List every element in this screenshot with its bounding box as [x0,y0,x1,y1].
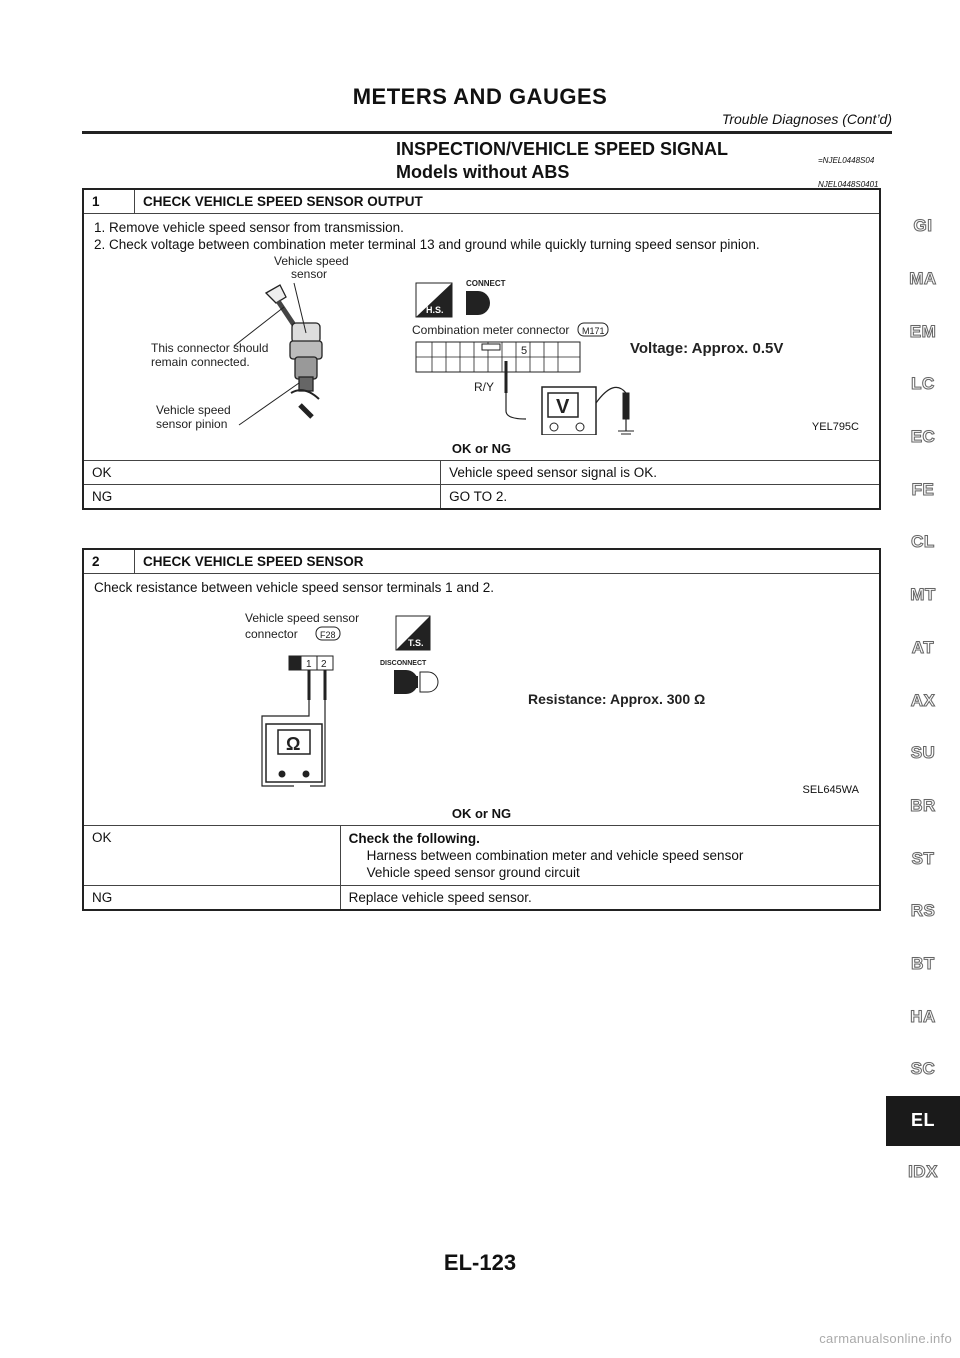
step2-ok-title: Check the following. [348,831,480,846]
section-subtitle: Models without ABS [396,162,570,182]
step1-title: CHECK VEHICLE SPEED SENSOR OUTPUT [135,189,881,214]
page-header-subtitle: Trouble Diagnoses (Cont’d) [721,111,892,127]
step2-ok-key: OK [83,826,340,886]
step2-ok-or-ng: OK or NG [451,806,512,821]
step2-ng-value: Replace vehicle speed sensor. [340,886,880,911]
label-sensor-pinion: Vehicle speed [156,403,231,417]
section-tab-cl[interactable]: CL [911,532,935,552]
step1-header-row [83,189,880,214]
svg-text:F28: F28 [320,630,336,640]
section-tab-fe[interactable]: FE [911,479,935,499]
label-vss-connector: Vehicle speed sensor [245,611,360,625]
label-sensor-pinion-2: sensor pinion [156,417,228,431]
section-tab-ha[interactable]: HA [910,1006,936,1026]
section-tab-ax[interactable]: AX [910,690,936,710]
label-connector-note-2: remain connected. [151,355,250,369]
step2-number: 2 [83,549,135,574]
combination-meter-connector-drawing [416,342,580,372]
section-tab-el[interactable]: EL [886,1096,960,1146]
step2-header-row [83,549,880,574]
step2-ok-item-1: Harness between combination meter and vehicle speed sensor [366,848,744,863]
section-tab-lc[interactable]: LC [911,374,935,394]
step1-instruction-2: 2. Check voltage between combination meter terminal 13 and ground while quickly turning speed sensor pinion. [94,237,760,252]
label-combination-meter-connector: Combination meter connector [412,323,570,337]
section-ref: =NJEL0448S04 [818,156,875,165]
page-header-title: METERS AND GAUGES [352,84,608,109]
svg-text:T.S.: T.S. [408,638,424,648]
step1-result-ng [83,485,880,510]
page-number: EL-123 [443,1250,517,1275]
svg-text:1: 1 [306,659,312,670]
hs-connect-icon [416,279,506,317]
probe-wires [309,670,325,700]
svg-text:DISCONNECT: DISCONNECT [380,660,427,667]
step1-ng-key: NG [83,485,441,510]
section-tab-gi[interactable]: GI [913,216,933,236]
svg-text:Ω: Ω [286,734,301,754]
section-tab-st[interactable]: ST [911,848,935,868]
ohmmeter-drawing [266,724,322,782]
section-title: INSPECTION/VEHICLE SPEED SIGNAL [396,139,729,159]
label-vehicle-speed-sensor-2: sensor [291,267,328,281]
step2-result-ng [83,886,880,911]
section-tab-ec[interactable]: EC [910,427,936,447]
step1-ng-value: GO TO 2. [441,485,880,510]
section-subref: NJEL0448S0401 [818,180,879,189]
label-vehicle-speed-sensor: Vehicle speed [274,254,349,268]
section-tab-mt[interactable]: MT [910,585,936,605]
vss-connector-drawing [289,656,333,670]
label-vss-connector-2: connector [245,627,298,641]
step2-ng-key: NG [83,886,340,911]
section-tab-em[interactable]: EM [909,321,937,341]
step1-instruction-1: 1. Remove vehicle speed sensor from transmission. [94,220,404,235]
step1-figure [94,253,869,435]
step1-table [82,188,881,510]
label-wire-color: R/Y [474,380,495,394]
step2-ok-item-2: Vehicle speed sensor ground circuit [366,865,580,880]
section-tab-rs[interactable]: RS [910,901,936,921]
step2-figure-id: SEL645WA [802,784,859,796]
svg-text:M171: M171 [582,326,605,336]
step2-instruction: Check resistance between vehicle speed sensor terminals 1 and 2. [94,580,494,595]
svg-text:2: 2 [321,659,327,670]
svg-text:CONNECT: CONNECT [466,279,506,288]
step2-result-ok [83,826,880,886]
label-connector-note: This connector should [151,341,269,355]
header-rule [82,131,892,134]
voltmeter-drawing [506,387,634,435]
voltage-check-diagram [94,253,869,435]
step1-number: 1 [83,189,135,214]
step1-ok-or-ng: OK or NG [451,441,512,456]
step1-body-row [83,214,880,461]
section-tabs [886,200,960,1198]
section-tab-su[interactable]: SU [910,743,936,763]
step2-title: CHECK VEHICLE SPEED SENSOR [135,549,881,574]
step2-body-row [83,574,880,826]
connector-code-badge-m171 [578,323,608,336]
section-tab-idx[interactable]: IDX [908,1162,938,1182]
step1-ok-value: Vehicle speed sensor signal is OK. [441,461,880,485]
step1-ok-key: OK [83,461,441,485]
connector-code-badge-f28 [316,627,340,640]
resistance-check-diagram [94,596,869,796]
section-tab-br[interactable]: BR [910,795,936,815]
section-tab-sc[interactable]: SC [910,1059,936,1079]
section-tab-bt[interactable]: BT [911,953,935,973]
section-tab-at[interactable]: AT [911,637,935,657]
ts-disconnect-icon [380,616,438,694]
step2-figure [94,596,869,796]
footer-watermark-url: carmanualsonline.info [819,1331,952,1346]
step2-table [82,548,881,911]
svg-text:V: V [556,396,570,418]
section-tab-ma[interactable]: MA [909,269,937,289]
label-terminal-5: 5 [521,345,528,357]
step2-ok-value [340,826,880,886]
step1-result-ok [83,461,880,485]
step1-figure-id: YEL795C [811,421,859,433]
resistance-spec: Resistance: Approx. 300 Ω [528,691,706,707]
voltage-spec: Voltage: Approx. 0.5V [630,340,784,357]
vehicle-speed-sensor-drawing [266,285,322,417]
svg-text:H.S.: H.S. [426,305,444,315]
